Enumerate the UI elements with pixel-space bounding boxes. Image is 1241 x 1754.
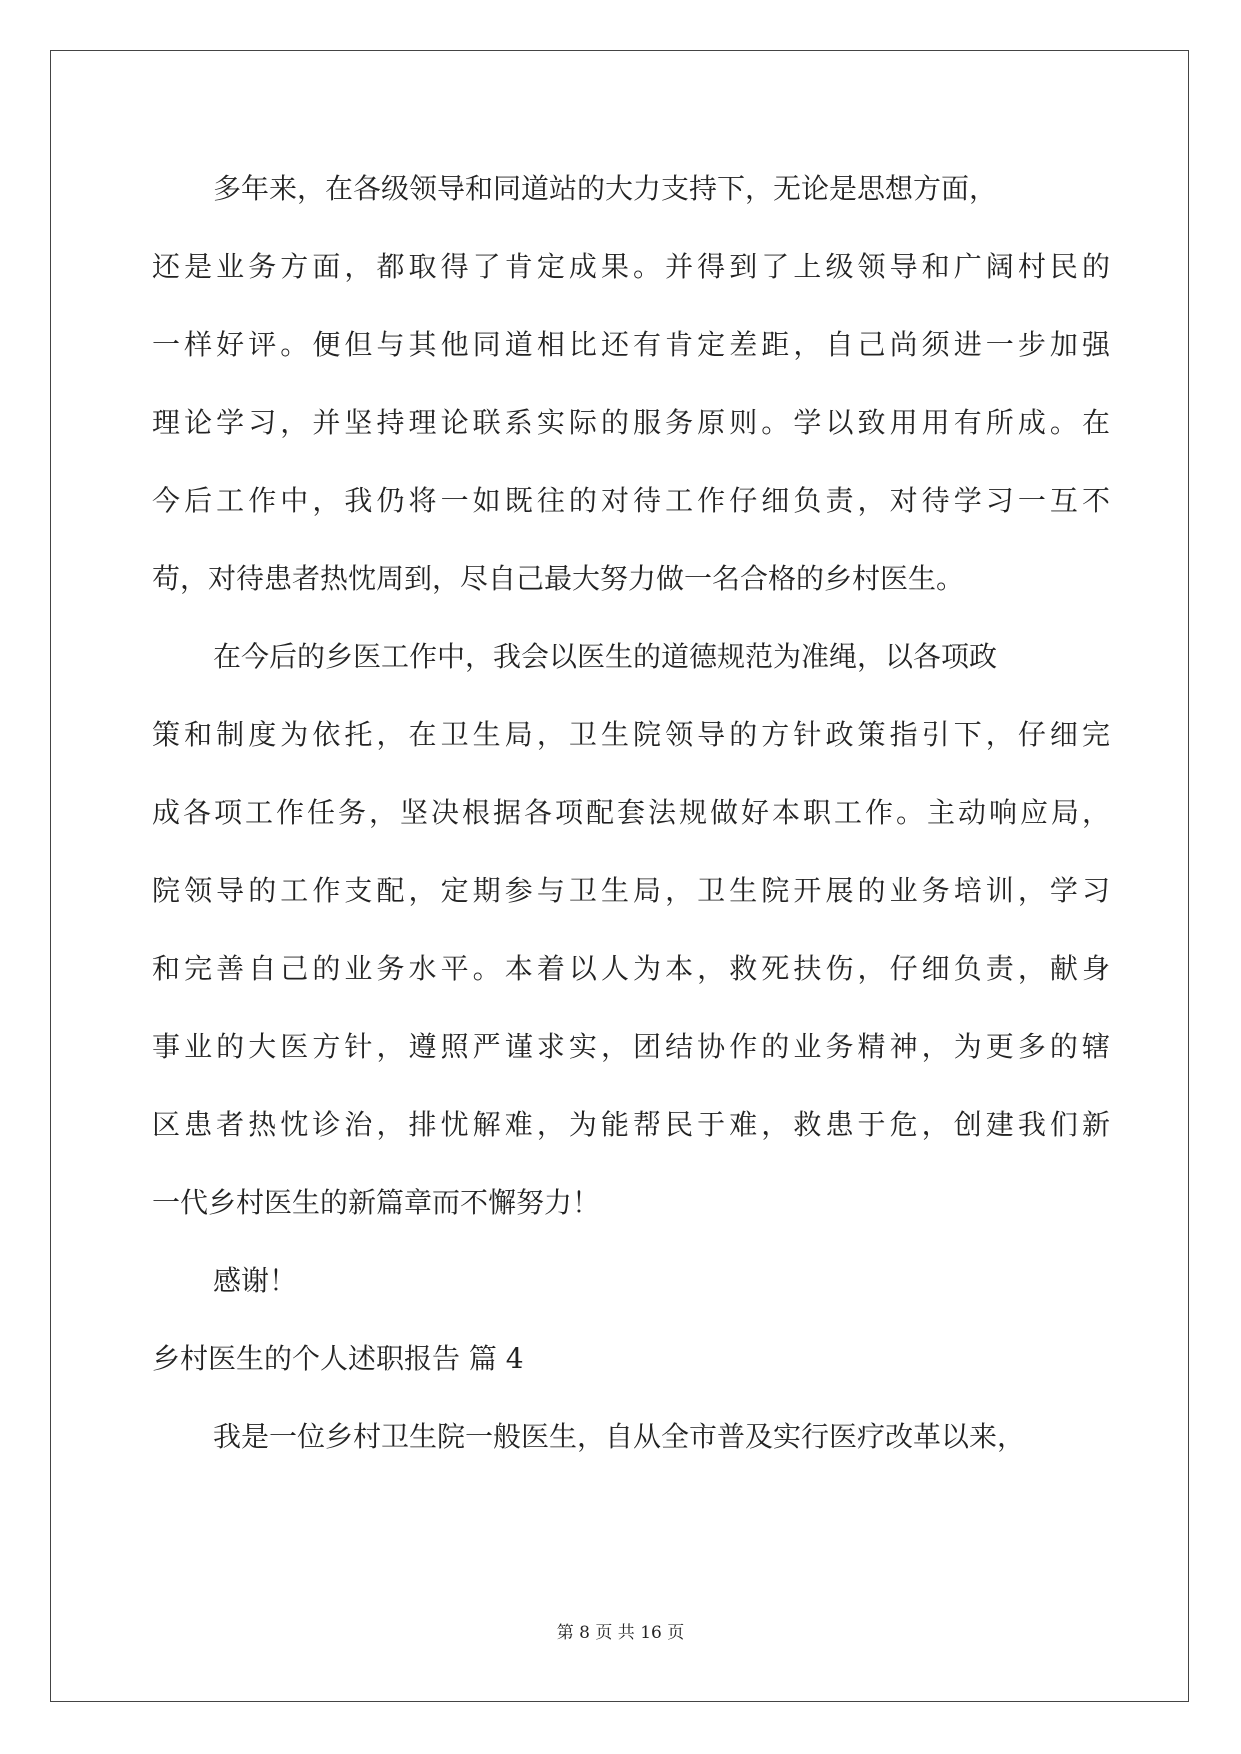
paragraph-2 bbox=[152, 618, 1110, 1242]
paragraph-line: 院领导的工作支配，定期参与卫生局，卫生院开展的业务培训，学习 bbox=[152, 874, 1110, 907]
paragraph-line: 今后工作中，我仍将一如既往的对待工作仔细负责，对待学习一互不 bbox=[152, 484, 1110, 517]
paragraph-line: 区患者热忱诊治，排忧解难，为能帮民于难，救患于危，创建我们新 bbox=[152, 1108, 1110, 1141]
paragraph-line: 苟，对待患者热忱周到，尽自己最大努力做一名合格的乡村医生。 bbox=[152, 562, 965, 595]
paragraph-line: 和完善自己的业务水平。本着以人为本，救死扶伤，仔细负责，献身 bbox=[152, 952, 1110, 985]
section-heading: 乡村医生的个人述职报告 篇 4 bbox=[152, 1342, 524, 1375]
page-number-footer: 第 8 页 共 16 页 bbox=[556, 1623, 685, 1643]
paragraph-line: 理论学习，并坚持理论联系实际的服务原则。学以致用用有所成。在 bbox=[152, 406, 1110, 439]
paragraph-line: 还是业务方面，都取得了肯定成果。并得到了上级领导和广阔村民的 bbox=[152, 250, 1110, 283]
paragraph-line: 事业的大医方针，遵照严谨求实，团结协作的业务精神，为更多的辖 bbox=[152, 1030, 1110, 1063]
paragraph-1 bbox=[152, 150, 1110, 618]
thanks-line: 感谢！ bbox=[213, 1264, 298, 1297]
paragraph-line: 一样好评。便但与其他同道相比还有肯定差距，自己尚须进一步加强 bbox=[152, 328, 1110, 361]
paragraph-3-line: 我是一位乡村卫生院一般医生，自从全市普及实行医疗改革以来， bbox=[213, 1420, 1026, 1453]
paragraph-line: 成各项工作任务，坚决根据各项配套法规做好本职工作。主动响应局， bbox=[152, 796, 1110, 829]
paragraph-line: 一代乡村医生的新篇章而不懈努力！ bbox=[152, 1186, 601, 1219]
document-body bbox=[152, 150, 1110, 1476]
paragraph-line: 策和制度为依托，在卫生局，卫生院领导的方针政策指引下，仔细完 bbox=[152, 718, 1110, 751]
paragraph-line: 在今后的乡医工作中，我会以医生的道德规范为准绳，以各项政 bbox=[213, 640, 998, 673]
paragraph-line: 多年来，在各级领导和同道站的大力支持下，无论是思想方面， bbox=[213, 172, 998, 205]
